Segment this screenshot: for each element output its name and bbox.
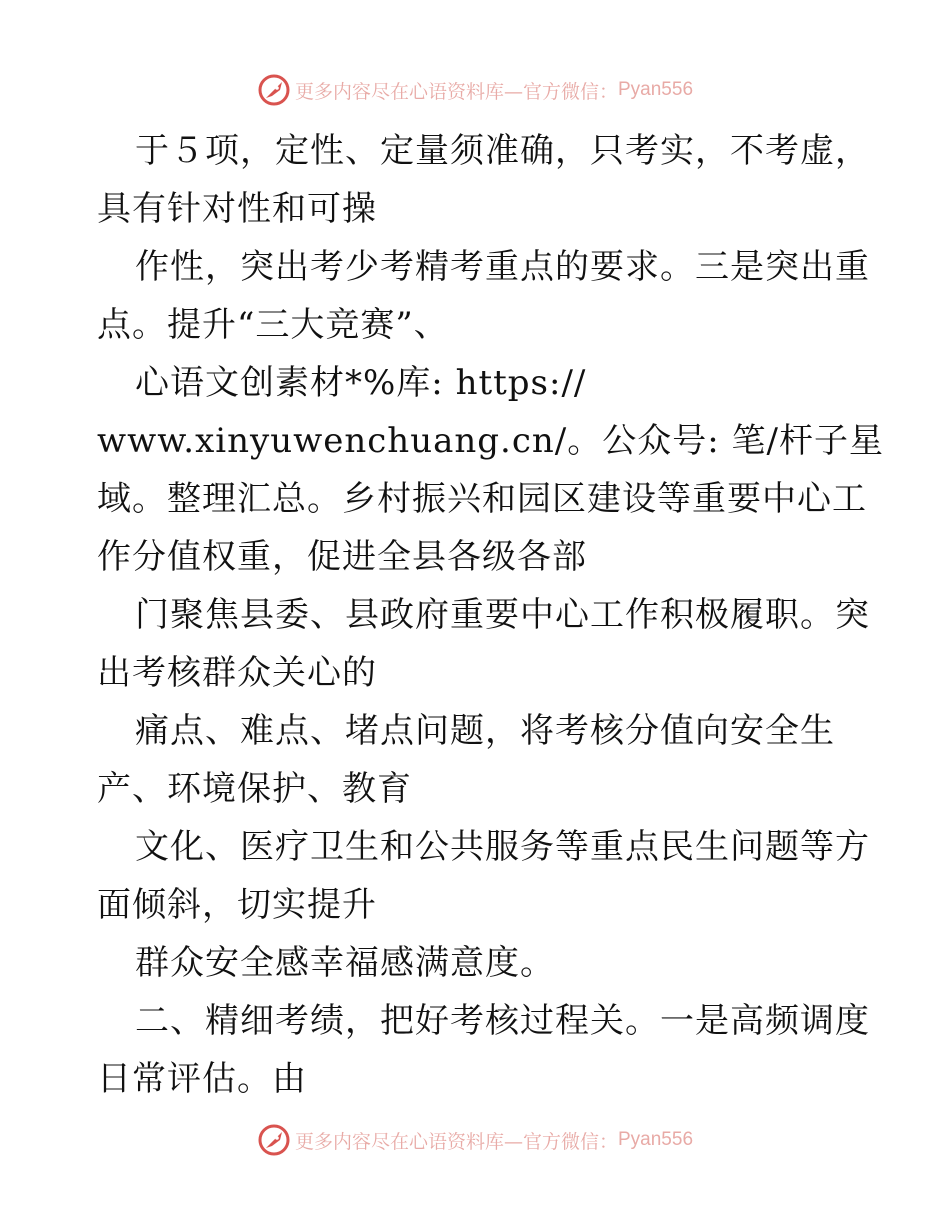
footer-banner <box>0 1120 950 1160</box>
pen-nib-logo-icon <box>257 73 291 107</box>
text-line: 作性，突出考少考精考重点的要求。三是突出重 <box>135 247 870 287</box>
text-line: www.xinyuwenchuang.cn/。公众号: 笔/杆子星 <box>97 421 884 461</box>
text-line: 文化、医疗卫生和公共服务等重点民生问题等方 <box>135 827 870 867</box>
header-banner <box>0 70 950 110</box>
wechat-id: Pyan556 <box>618 1129 694 1150</box>
text-line: 于５项，定性、定量须准确，只考实，不考虚， <box>135 131 870 171</box>
text-line: 群众安全感幸福感满意度。 <box>135 943 555 983</box>
text-line: 点。提升“三大竞赛”、 <box>97 305 449 345</box>
text-line: 具有针对性和可操 <box>97 189 377 229</box>
banner-text: 更多内容尽在心语资料库—官方微信： <box>294 1130 618 1153</box>
text-line: 域。整理汇总。乡村振兴和园区建设等重要中心工 <box>97 479 867 519</box>
text-line: 痛点、难点、堵点问题，将考核分值向安全生 <box>135 711 835 751</box>
text-line: 心语文创素材*%库: https:// <box>135 363 587 403</box>
banner-text: 更多内容尽在心语资料库—官方微信： <box>294 80 618 103</box>
text-line: 日常评估。由 <box>97 1059 307 1099</box>
text-line: 产、环境保护、教育 <box>97 769 412 809</box>
text-line: 二、精细考绩，把好考核过程关。一是高频调度 <box>135 1001 870 1041</box>
text-line: 作分值权重，促进全县各级各部 <box>97 537 587 577</box>
text-line: 出考核群众关心的 <box>97 653 377 693</box>
text-line: 门聚焦县委、县政府重要中心工作积极履职。突 <box>135 595 870 635</box>
pen-nib-logo-icon <box>257 1123 291 1157</box>
document-body <box>97 122 884 1108</box>
text-line: 面倾斜，切实提升 <box>97 885 377 925</box>
wechat-id: Pyan556 <box>618 79 694 100</box>
